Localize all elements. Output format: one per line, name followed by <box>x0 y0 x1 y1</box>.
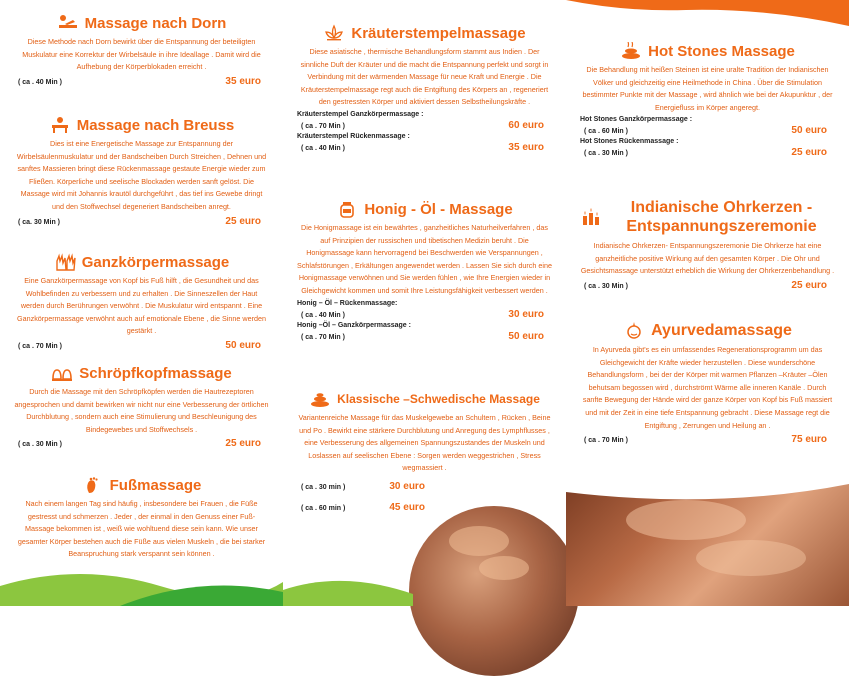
lotus-icon <box>323 24 345 42</box>
section-breuss <box>14 116 269 227</box>
sub-label: Hot Stones Rückenmassage : <box>580 138 679 146</box>
stones-icon <box>309 390 331 408</box>
section-title: Massage nach Breuss <box>76 116 235 134</box>
section-kraeuter <box>297 24 552 153</box>
section-fuss <box>14 476 269 561</box>
duration-label: ( ca . 70 Min ) <box>18 342 62 350</box>
section-ayurveda <box>580 322 835 445</box>
price-label: 50 euro <box>791 125 827 137</box>
duration-label: ( ca . 70 Min ) <box>301 122 345 130</box>
duration-label: ( ca . 70 Min ) <box>301 333 345 341</box>
duration-label: ( ca . 60 Min ) <box>584 128 628 136</box>
section-title: Kräuterstempelmassage <box>351 24 526 42</box>
section-schwedisch <box>297 390 552 513</box>
section-title: Schröpfkopfmassage <box>79 364 232 382</box>
section-description: Indianische Ohrkerzen- Entspannungszeremonie Die Ohrkerze hat eine ganzheitliche positive Wirkung auf den gesamten Körper . Die Ohr und Gesichtsmassage unterstützt erheblich die Wirkung der Ohrkerzenbehandlung . <box>580 241 835 276</box>
price-label: 25 euro <box>225 215 261 227</box>
section-title: Ganzkörpermassage <box>81 253 230 271</box>
sub-label: Kräuterstempel Ganzkörpermassage : <box>297 110 424 118</box>
section-description: Eine Ganzkörpermassage von Kopf bis Fuß hilft , die Gesundheit und das Wohlbefinden zu verbessern und zu erhalten . Die Sinneszellen der Haut werden durch Berührungen verwöhnt . Die Muskulatur wird entspannt . Eine Ganzkörpermassage verwöhnt auch auf emotionale Ebene , die Sinne werden gestärkt . <box>17 276 266 336</box>
hands-icon <box>54 253 76 271</box>
duration-label: ( ca . 40 Min ) <box>301 311 345 319</box>
price-label: 30 euro <box>389 480 425 492</box>
price-label: 75 euro <box>791 434 827 446</box>
foot-icon <box>82 476 104 494</box>
section-hotstones <box>580 42 835 158</box>
section-schroepf <box>14 364 269 449</box>
honey-jar-icon <box>336 200 358 218</box>
price-label: 50 euro <box>508 330 544 342</box>
massage-person-icon <box>49 116 71 134</box>
sub-label: Hot Stones Ganzkörpermassage : <box>580 116 693 124</box>
duration-label: ( ca . 70 Min ) <box>584 437 628 445</box>
section-description: Die Behandlung mit heißen Steinen ist eine uralte Tradition der Indianischen Völker und gleichzeitig eine Heilmethode in China . Über die Stimulation bestimmter Punkte mit der Massage , wird ähnlich wie bei der Akupunktur , der Energiefluss im Körper angeregt. <box>582 65 833 112</box>
green-wave-decoration <box>283 560 566 606</box>
duration-label: ( ca . 30 Min ) <box>18 441 62 449</box>
price-label: 60 euro <box>508 119 544 131</box>
section-title: Klassische –Schwedische Massage <box>337 392 540 406</box>
section-description: Nach einem langen Tag sind häufig , insbesondere bei Frauen , die Füße gestresst und schmerzen . Jeder , der einmal in den Genuss einer Fuß- Massage bekommen ist , weiß wie wohltuend diese sein kann. Wie unser gesamter Körper bestehen auch die Füße aus vielen Muskeln , die bei starker Beanspruchung stark verspannt sein können . <box>17 499 266 559</box>
section-title: Hot Stones Massage <box>648 42 795 60</box>
orange-wave-decoration <box>566 0 849 32</box>
massage-person-icon <box>57 14 79 32</box>
duration-label: ( ca . 30 min ) <box>301 483 346 491</box>
section-title: Indianische Ohrkerzen - Entspannungszeremonie <box>626 199 817 235</box>
duration-label: ( ca . 40 Min ) <box>18 78 62 86</box>
sub-label: Honig – Öl – Rückenmassage: <box>297 299 398 307</box>
price-label: 35 euro <box>508 141 544 153</box>
section-description: Variantenreiche Massage für das Muskelgewebe an Schultern , Rücken , Beine und Po . Bewirkt eine stärkere Durchblutung und Anregung des Lymphflusses , eine Verbesserung des allgemeinen Spannungszustandes der Muskeln und Loslassen auf seelischen Ebene : Sorgen werden weggestrichen , Stress wegmassiert . <box>298 413 551 473</box>
ayurveda-face-icon <box>623 322 645 340</box>
price-label: 50 euro <box>225 339 261 351</box>
hot-stones-icon <box>620 42 642 60</box>
sub-label: Honig –Öl – Ganzkörpermassage : <box>297 321 411 329</box>
section-ganzkoerper <box>14 253 269 351</box>
section-dorn <box>14 14 269 87</box>
cupping-glass-icon <box>51 364 73 382</box>
white-wave-decoration <box>566 470 849 510</box>
column-1 <box>0 0 283 606</box>
section-title: Honig - Öl - Massage <box>364 200 513 218</box>
price-label: 25 euro <box>225 438 261 450</box>
section-description: Durch die Massage mit den Schröpfköpfen werden die Hautrezeptoren angesprochen und damit bewirken wir nicht nur eine Verbesserung der örtlichen Durchblutung , sondern auch eine Stimulierung und Beschleunigung des Bindegewebes und Stoffwechsels . <box>14 387 269 434</box>
price-label: 45 euro <box>389 501 425 513</box>
section-description: Dies ist eine Energetische Massage zur Entspannung der Wirbelsäulenmuskulatur und der Bandscheiben Durch Streichen , Dehnen und sanftes Massieren bringt diese Rückenmassage gestaute Energie wieder zum Fließen. Körperliche und seelische Blockaden werden sanft gelöst. Die Massage wird mit Johannis krautöl durchgeführt , das tief ins Gewebe dringt und den Stoffwechsel degeneriert Bandscheiben anregt. <box>16 139 267 211</box>
column-2 <box>283 0 566 606</box>
sub-label: Kräuterstempel Rückenmassage : <box>297 132 410 140</box>
duration-label: ( ca . 30 Min ) <box>584 282 628 290</box>
duration-label: ( ca . 30 Min ) <box>584 150 628 158</box>
section-title: Ayurvedamassage <box>651 322 792 339</box>
price-label: 30 euro <box>508 308 544 320</box>
candles-icon <box>580 208 602 226</box>
section-description: Diese Methode nach Dorn bewirkt über die Entspannung der beteiligten Muskulatur eine Korrektur der Wirbelsäule in ihre Ideallage . Damit wird die Aufhebung der Körperblokaden erreicht . <box>22 37 261 72</box>
section-description: Die Honigmassage ist ein bewährtes , ganzheitliches Naturheilverfahren , das auf Prinzipien der russischen und tibetischen Medizin beruht . Die Honigmassage kann hervorragend bei Beschwerden wie Verspannungen , Schlafstörungen , Erkältungen angewendet werden . Lassen Sie sich durch eine Honigmassage verwöhnen und Sie werden fühlen , wie Ihre Energien wieder in Gleichgewicht kommen und somit Ihre Leistungsfähigkeit verbessert werden . <box>297 223 552 295</box>
price-label: 35 euro <box>225 75 261 87</box>
duration-label: ( ca . 60 min ) <box>301 504 346 512</box>
section-description: In Ayurveda gibt's es ein umfassendes Regenerationsprogramm um das Gleichgewicht der Kräfte wieder herzustellen . Diese wunderschöne Behandlungsform , bei der der Körper mit warmen Pflanzen –Kräuter –Ölen behutsam begossen wird , durchströmt Wärme alle inneren Kanäle . Durch sanfte Bewegung der Hände wird der ganze Körper von Kopf bis Fuß massiert und mit der Zeit in eine tiefe Entspannung gebracht . Diese Massage regt die Entgiftung , Zerrungen und Heilung an . <box>582 345 833 430</box>
duration-label: ( ca . 40 Min ) <box>301 144 345 152</box>
duration-label: ( ca. 30 Min ) <box>18 218 61 226</box>
column-3 <box>566 0 849 606</box>
price-label: 25 euro <box>791 147 827 159</box>
section-title: Massage nach Dorn <box>84 14 227 32</box>
price-label: 25 euro <box>791 279 827 291</box>
section-ohrkerzen <box>580 198 835 291</box>
section-title: Fußmassage <box>109 476 202 494</box>
section-honig <box>297 200 552 342</box>
green-wave-decoration <box>0 556 283 606</box>
section-description: Diese asiatische , thermische Behandlungsform stammt aus Indien . Der sinnliche Duft der Kräuter und die macht die Entspannung perfekt und sorgt in Verbindung mit der wärmenden Massage für neue Kraft und Energie . Die Kräuterstempelmassage regt auch die Entgiftung des Körpers an , regeneriert den gestressten Körper und aktiviert dessen Selbstheilungskräfte . <box>300 47 549 107</box>
